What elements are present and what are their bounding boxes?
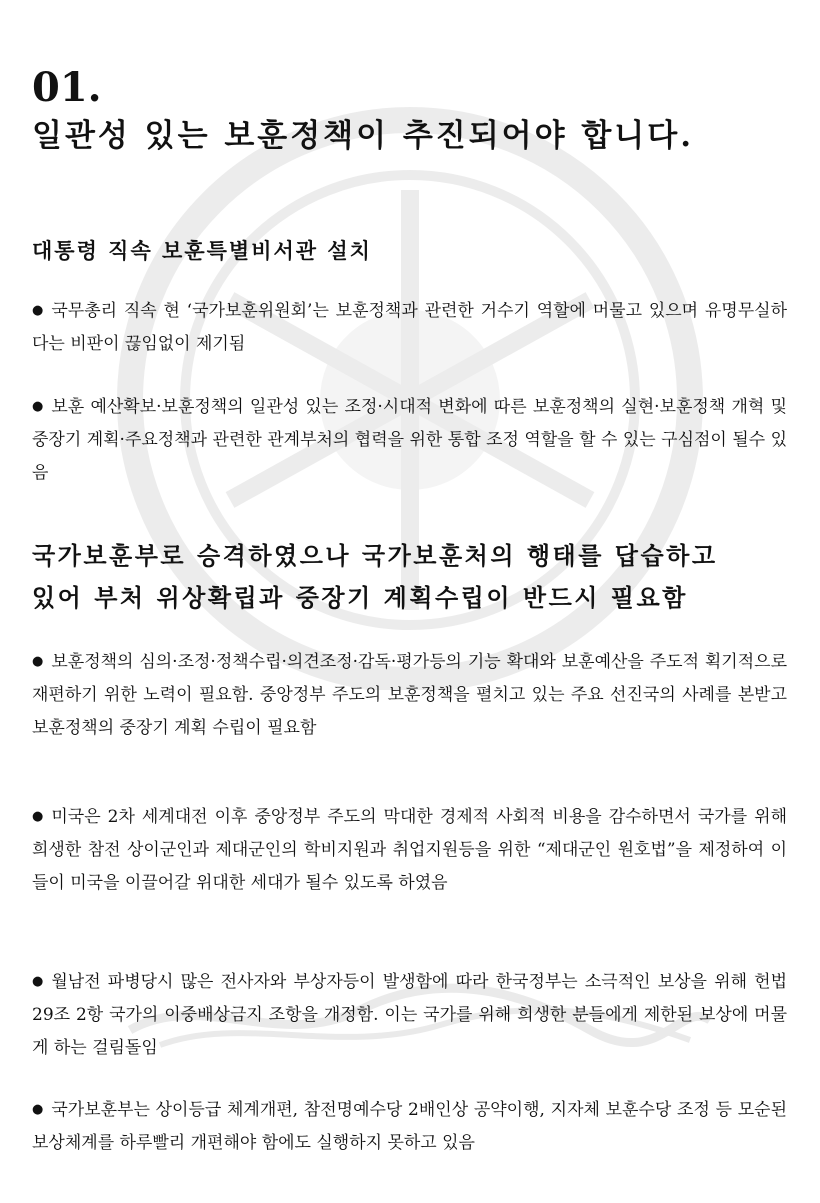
list-item: [32, 800, 787, 900]
list-item: [32, 390, 787, 490]
section-number: 01.: [32, 64, 102, 111]
bullet-icon: ●: [32, 809, 44, 824]
bullet-icon: ●: [32, 654, 44, 669]
paragraph-text: 보훈정책의 심의·조정·정책수립·의견조정·감독·평가등의 기능 확대와 보훈예산을 주도적 획기적으로 재편하기 위한 노력이 필요함. 중앙정부 주도의 보훈정책을 펼치고 있는 주요 선진국의 사례를 본받고 보훈정책의 중장기 계획 수립이 필요함: [32, 652, 787, 738]
list-item: [32, 965, 787, 1065]
page-title: 일관성 있는 보훈정책이 추진되어야 합니다.: [32, 118, 694, 154]
section-heading-ministry-line-2: 있어 부처 위상확립과 중장기 계획수립이 반드시 필요함: [32, 583, 688, 612]
section-heading-ministry-line-1: 국가보훈부로 승격하였으나 국가보훈처의 행태를 답습하고: [32, 541, 718, 570]
paragraph-text: 보훈 예산확보·보훈정책의 일관성 있는 조정·시대적 변화에 따른 보훈정책의 실현·보훈정책 개혁 및 중장기 계획·주요정책과 관련한 관계부처의 협력을 위한 통합 조정 역할을 할 수 있는 구심점이 될수 있음: [32, 397, 787, 483]
paragraph-text: 미국은 2차 세계대전 이후 중앙정부 주도의 막대한 경제적 사회적 비용을 감수하면서 국가를 위해 희생한 참전 상이군인과 제대군인의 학비지원과 취업지원등을 위한 “제대군인 원호법”을 제정하여 이들이 미국을 이끌어갈 위대한 세대가 될수 있도록 하였음: [32, 807, 787, 893]
bullet-icon: ●: [32, 303, 44, 318]
list-item: [32, 1093, 787, 1160]
paragraph-text: 국가보훈부는 상이등급 체계개편, 참전명예수당 2배인상 공약이행, 지자체 보훈수당 조정 등 모순된 보상체계를 하루빨리 개편해야 함에도 실행하지 못하고 있음: [32, 1100, 787, 1153]
bullet-icon: ●: [32, 399, 44, 414]
bullet-icon: ●: [32, 974, 44, 989]
bullet-icon: ●: [32, 1102, 44, 1117]
section-heading-special-secretary: 대통령 직속 보훈특별비서관 설치: [32, 238, 372, 263]
paragraph-text: 월남전 파병당시 많은 전사자와 부상자등이 발생함에 따라 한국정부는 소극적인 보상을 위해 헌법 29조 2항 국가의 이중배상금지 조항을 개정함. 이는 국가를 위해 희생한 분들에게 제한된 보상에 머물게 하는 걸림돌임: [32, 972, 787, 1058]
list-item: [32, 294, 787, 361]
paragraph-text: 국무총리 직속 현 ‘국가보훈위원회’는 보훈정책과 관련한 거수기 역할에 머물고 있으며 유명무실하다는 비판이 끊임없이 제기됨: [32, 301, 787, 354]
list-item: [32, 645, 787, 745]
